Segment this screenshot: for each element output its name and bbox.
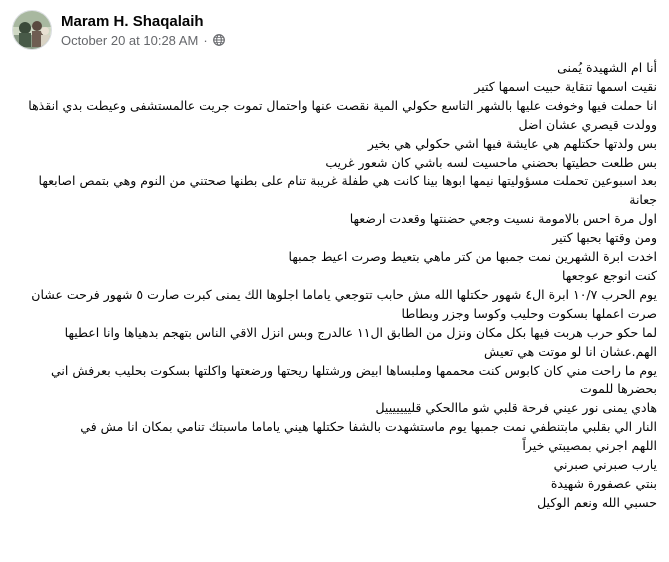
post-line: اللهم اجرني بمصيبتي خيراً	[522, 438, 657, 454]
post-line: يارب صبرني صبرني	[553, 457, 657, 473]
post-line: نقيت اسمها تنقاية حبيت اسمها كتير	[474, 78, 657, 94]
avatar-image	[13, 11, 52, 50]
post-line: النار الي بقلبي مابتنطفي نمت جمبها يوم ماستشهدت بالشفا حكتلها هيني ياماما ماسبتك تنامي بمكان انا مش في	[80, 419, 657, 435]
post-line: هادي يمنى نور عيني فرحة قلبي شو ماالحكي قليييييييل	[375, 400, 657, 416]
post-line: بنتي عصفورة شهيدة	[550, 475, 657, 491]
separator-dot: ·	[203, 32, 208, 48]
author-name[interactable]: Maram H. Shaqalaih	[61, 12, 204, 30]
post-line: بعد اسبوعين تحملت مسؤوليتها نيمها ابوها بينا كانت هي طفلة غريبة تنام على بطنها صحتني من النوم وهي بتمص اصابعها جعانة	[38, 173, 657, 208]
post-line: ومن وقتها بحبها كتير	[552, 230, 657, 246]
post-body	[16, 59, 657, 513]
post-line: كنت انوجع عوجعها	[562, 267, 657, 283]
avatar[interactable]	[12, 10, 52, 50]
post-line: يوم الحرب ١٠/٧ ابرة ال٤ شهور حكتلها الله مش حابب تتوجعي ياماما اجلوها الك يمنى كبرت صارت ٥ شهور فرحت عشان صرت اعملها بسكوت وحليب وكوسا وجزر وبطاطا	[31, 286, 657, 321]
globe-icon[interactable]	[213, 34, 225, 46]
post-line: بس ولدتها حكتلهم هي عايشة فيها اشي حكولي هي بخير	[367, 135, 657, 151]
post-line: أنا ام الشهيدة يُمنى	[557, 60, 657, 75]
post-line: يوم ما راحت مني كان كابوس كنت محممها وملبساها ابيض ورشتلها ريحتها ورضعتها واكلتها بسكوت بحليب بعرفش اني بحضرها للموت	[51, 362, 657, 397]
post-line: انا حملت فيها وخوفت عليها بالشهر التاسع حكولي المية نقصت عنها واحتمال تموت جريت عالمستشفى وعيطت بدي انقذها وولدت قيصري عشان اضل	[28, 97, 657, 132]
post-line: حسبي الله ونعم الوكيل	[537, 494, 657, 510]
post-timestamp[interactable]: October 20 at 10:28 AM	[61, 32, 199, 48]
post-line: بس طلعت حطيتها بحضني ماحسيت لسه باشي كان شعور غريب	[325, 154, 657, 170]
post-line: اخدت ابرة الشهرين نمت جمبها من كتر ماهي بتعيط وصرت اعيط جمبها	[288, 249, 657, 265]
post-line: لما حكو حرب هربت فيها بكل مكان ونزل من الطابق ال١١ عالدرج وبس انزل الاقي الناس بتهجم بدهياها وانا اعطيها الهم.عشان انا لو موتت هي تعيش	[64, 324, 657, 359]
post-line: اول مرة احس بالامومة نسيت وجعي حضنتها وقعدت ارضعها	[349, 211, 657, 227]
post-subline	[61, 32, 225, 49]
post-header	[12, 10, 225, 50]
post-meta	[61, 12, 225, 49]
